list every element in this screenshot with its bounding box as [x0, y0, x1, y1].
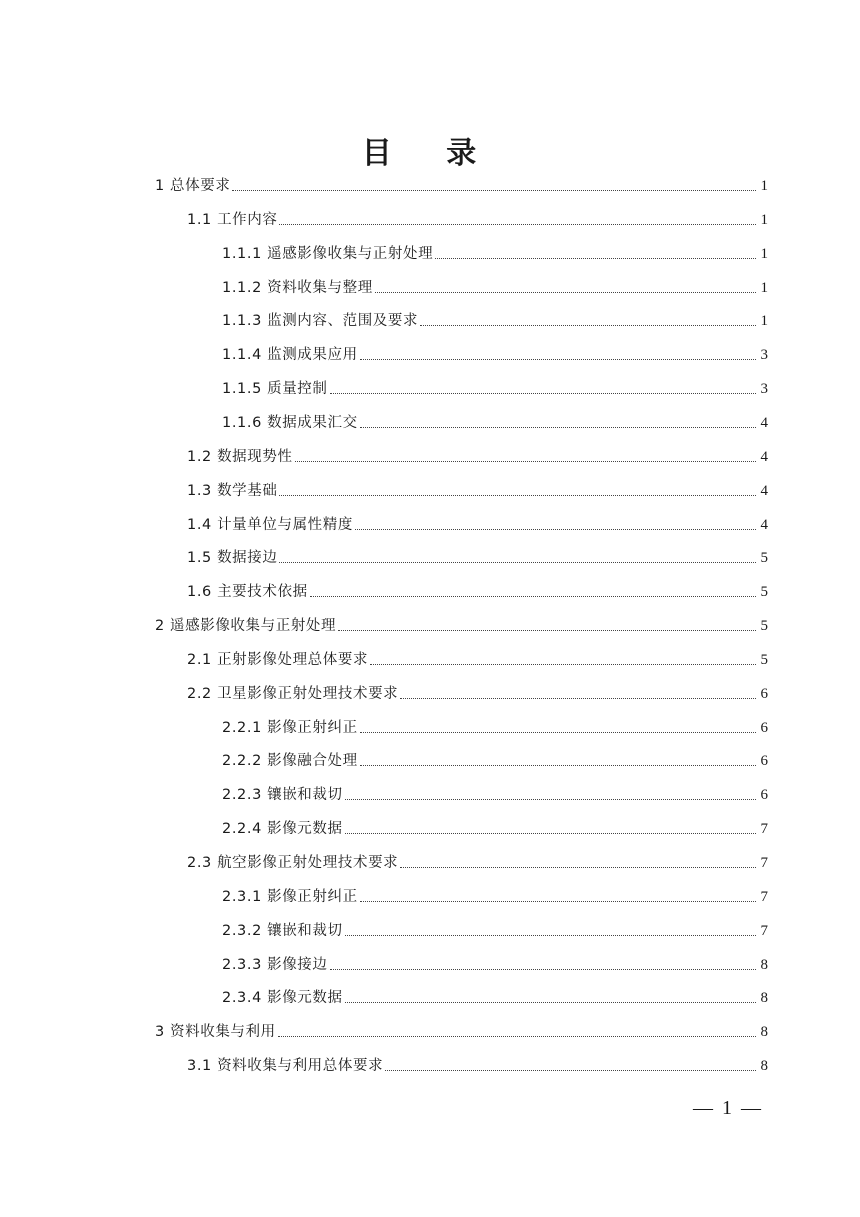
toc-entry[interactable]	[222, 711, 768, 737]
toc-entry-page-number: 5	[760, 584, 768, 601]
toc-leader-dots	[360, 426, 756, 428]
toc-entry[interactable]	[222, 948, 768, 974]
toc-entry[interactable]	[187, 575, 768, 601]
toc-entry[interactable]	[222, 406, 768, 432]
toc-leader-dots	[278, 1035, 756, 1037]
toc-entry-label: 2.2.3 镶嵌和裁切	[222, 787, 343, 804]
toc-entry-page-number: 7	[760, 922, 768, 939]
toc-leader-dots	[279, 223, 756, 225]
toc-entry-page-number: 4	[760, 516, 768, 533]
toc-entry-page-number: 8	[760, 1058, 768, 1075]
toc-entry[interactable]	[155, 169, 768, 195]
toc-entry-page-number: 6	[760, 685, 768, 702]
toc-entry-label: 2.3.4 影像元数据	[222, 990, 343, 1007]
toc-leader-dots	[420, 324, 756, 326]
toc-leader-dots	[360, 358, 756, 360]
toc-entry-page-number: 7	[760, 855, 768, 871]
toc-entry-label: 1.1 工作内容	[187, 211, 278, 228]
toc-entry[interactable]	[222, 304, 768, 330]
toc-entry[interactable]	[155, 1015, 768, 1041]
toc-entry-label: 1.1.6 数据成果汇交	[222, 414, 358, 431]
toc-entry-label: 1.4 计量单位与属性精度	[187, 516, 353, 533]
toc-entry[interactable]	[187, 846, 768, 872]
toc-entry-label: 3 资料收集与利用	[155, 1024, 276, 1041]
page-number-footer: — 1 —	[693, 1097, 763, 1119]
toc-entry-page-number: 5	[760, 618, 768, 635]
toc-leader-dots	[360, 731, 756, 733]
toc-leader-dots	[330, 392, 756, 394]
toc-entry[interactable]	[187, 541, 768, 567]
toc-leader-dots	[310, 595, 756, 597]
toc-leader-dots	[232, 189, 756, 191]
toc-entry[interactable]	[155, 609, 768, 635]
toc-entry-page-number: 5	[760, 651, 768, 668]
toc-entry[interactable]	[187, 203, 768, 229]
toc-entry-page-number: 6	[760, 787, 768, 804]
toc-entry-page-number: 1	[760, 313, 768, 330]
toc-entry-page-number: 3	[760, 347, 768, 364]
toc-entry[interactable]	[222, 981, 768, 1007]
toc-entry-label: 3.1 资料收集与利用总体要求	[187, 1058, 384, 1075]
toc-entry-page-number: 8	[760, 1024, 768, 1041]
toc-entry-page-number: 1	[760, 178, 768, 194]
toc-entry-page-number: 7	[760, 821, 768, 838]
toc-entry-page-number: 6	[760, 753, 768, 770]
toc-entry-label: 2.3.3 影像接边	[222, 956, 328, 973]
toc-leader-dots	[375, 291, 756, 293]
toc-entry-page-number: 8	[760, 956, 768, 973]
toc-entry-label: 1.1.3 监测内容、范围及要求	[222, 313, 419, 330]
toc-leader-dots	[295, 460, 756, 462]
toc-leader-dots	[360, 900, 756, 902]
toc-leader-dots	[338, 629, 756, 631]
toc-entry[interactable]	[222, 271, 768, 297]
toc-entry-label: 2.1 正射影像处理总体要求	[187, 651, 369, 668]
toc-leader-dots	[355, 528, 756, 530]
toc-entry-label: 1.6 主要技术依据	[187, 584, 308, 601]
toc-entry[interactable]	[222, 778, 768, 804]
toc-entry[interactable]	[187, 474, 768, 500]
toc-leader-dots	[370, 663, 756, 665]
toc-leader-dots	[345, 1001, 756, 1003]
toc-leader-dots	[360, 764, 756, 766]
toc-entry-page-number: 1	[760, 279, 768, 296]
toc-entry[interactable]	[222, 338, 768, 364]
toc-entry-label: 1.5 数据接边	[187, 550, 278, 567]
toc-entry[interactable]	[222, 744, 768, 770]
toc-entry[interactable]	[187, 677, 768, 703]
toc-entry[interactable]	[222, 237, 768, 263]
toc-leader-dots	[345, 798, 756, 800]
toc-entry-page-number: 5	[760, 550, 768, 567]
toc-entry-page-number: 4	[760, 414, 768, 431]
page-title: 目 录	[361, 136, 499, 171]
toc-entry[interactable]	[187, 643, 768, 669]
toc-entry-page-number: 1	[760, 245, 768, 262]
toc-entry-label: 2.3.1 影像正射纠正	[222, 888, 358, 905]
toc-leader-dots	[400, 866, 756, 868]
toc-entry[interactable]	[222, 812, 768, 838]
toc-leader-dots	[400, 697, 756, 699]
toc-entry-label: 2.3 航空影像正射处理技术要求	[187, 855, 399, 871]
toc-entry-label: 2.2 卫星影像正射处理技术要求	[187, 685, 399, 702]
toc-entry-page-number: 6	[760, 719, 768, 736]
toc-entry-page-number: 7	[760, 888, 768, 905]
toc-entry-page-number: 1	[760, 211, 768, 228]
toc-leader-dots	[330, 968, 756, 970]
toc-entry[interactable]	[222, 914, 768, 940]
toc-entry-page-number: 8	[760, 990, 768, 1007]
toc-entry[interactable]	[187, 1049, 768, 1075]
toc-entry-label: 2.2.2 影像融合处理	[222, 753, 358, 770]
toc-entry[interactable]	[187, 440, 768, 466]
toc-entry[interactable]	[222, 372, 768, 398]
toc-leader-dots	[345, 832, 756, 834]
toc-entry-page-number: 3	[760, 381, 768, 398]
toc-leader-dots	[345, 934, 756, 936]
toc-entry-label: 1.1.5 质量控制	[222, 381, 328, 398]
toc-entry[interactable]	[187, 508, 768, 534]
toc-entry-page-number: 4	[760, 482, 768, 499]
toc-entry[interactable]	[222, 880, 768, 906]
toc-entry-label: 1.1.1 遥感影像收集与正射处理	[222, 245, 434, 262]
toc-entry-label: 2.3.2 镶嵌和裁切	[222, 922, 343, 939]
toc-entry-label: 1.1.4 监测成果应用	[222, 347, 358, 364]
toc-entry-page-number: 4	[760, 448, 768, 465]
toc-entry-label: 1 总体要求	[155, 178, 231, 194]
toc-leader-dots	[385, 1069, 756, 1071]
toc-leader-dots	[279, 494, 756, 496]
toc-leader-dots	[279, 561, 756, 563]
toc-entry-label: 1.3 数学基础	[187, 482, 278, 499]
toc-entry-label: 2.2.1 影像正射纠正	[222, 719, 358, 736]
toc-entry-label: 1.2 数据现势性	[187, 448, 293, 465]
toc-leader-dots	[435, 257, 756, 259]
toc-entry-label: 2.2.4 影像元数据	[222, 821, 343, 838]
toc-entry-label: 1.1.2 资料收集与整理	[222, 279, 373, 296]
toc-entry-label: 2 遥感影像收集与正射处理	[155, 618, 337, 635]
